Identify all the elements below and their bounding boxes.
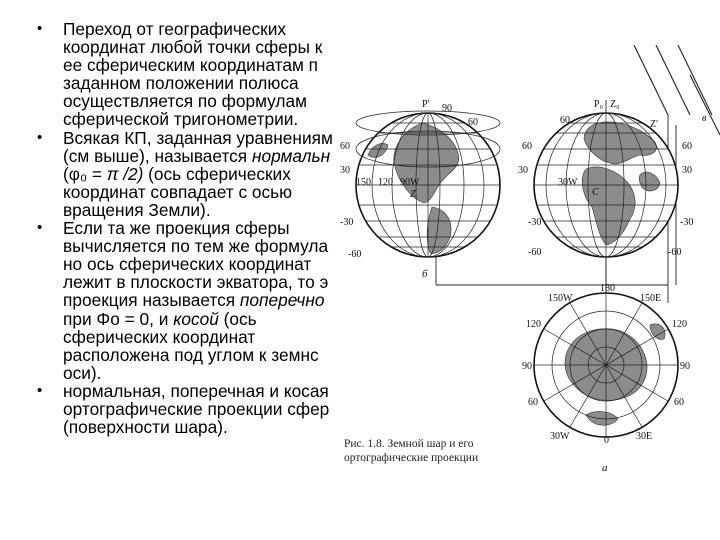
bullet-dot: •: [37, 20, 43, 37]
globe3-label-90-left: 90: [522, 361, 532, 372]
text-run: Всякая КП, заданная уравнениям (см выше), называется: [63, 127, 333, 166]
globe2-label-z0: Z₀: [610, 99, 620, 110]
globe1-label-90w: 90W: [400, 177, 420, 188]
bullet-dot: •: [37, 128, 43, 146]
globe3-label-150w: 150W: [548, 293, 573, 304]
text-run: (φ₀ =: [63, 163, 103, 184]
globe2-label-30w: 30W: [558, 177, 578, 188]
italic-term: косой: [173, 308, 219, 329]
globe3-label-90-right: 90: [680, 361, 690, 372]
bullet-text: [63, 129, 352, 219]
globe2-label-c: C: [592, 187, 599, 198]
text-run: Если та же проекция сферы вычисляется по тем же формула но ось сферических координат лежит в плоскости экватора, то э проекция называется: [63, 218, 329, 311]
globe1-label-60-left: 60: [340, 141, 350, 152]
globe1-label-30-left: 30: [340, 165, 350, 176]
globe2-label-m30-right: -30: [680, 217, 694, 228]
projection-rays: [634, 45, 720, 135]
italic-term: поперечно: [239, 290, 325, 311]
globe2-label-60-right: 60: [682, 141, 692, 152]
globe1-label-m60-left: -60: [348, 249, 362, 260]
globe2-label-30-left: 30: [518, 165, 528, 176]
text-run: (ось сферических координат расположена под углом к земнс оси).: [63, 308, 319, 383]
bullet-item: [32, 382, 352, 436]
bullet-item: [32, 20, 352, 129]
bullet-item: [32, 219, 352, 382]
globe2-label-p0: P₀: [594, 99, 604, 110]
globe3-label-30w: 30W: [550, 431, 570, 442]
globe3-label-60-right: 60: [674, 397, 684, 408]
text-run: нормальная, поперечная и косая ортографические проекции сфер (поверхности шара).: [63, 380, 330, 438]
figure-label-v: в: [702, 113, 707, 124]
globe1-label-p: P': [422, 99, 430, 110]
globe2-label-60-left: 60: [522, 141, 532, 152]
bullet-dot: •: [37, 219, 43, 237]
italic-term: π /2): [106, 163, 144, 184]
globe2-label-30-right: 30: [682, 165, 692, 176]
globe3-label-30e: 30E: [636, 431, 653, 442]
globe2-label-m60-right: -60: [668, 247, 682, 258]
figure-caption-line1: Рис. 1.8. Земной шар и его: [344, 438, 474, 450]
globe1-label-60-top: 60: [468, 117, 478, 128]
bullet-text: [63, 219, 352, 382]
globe1-label-90-top: 90: [442, 103, 452, 114]
figure-caption-line2: ортографические проекции: [344, 452, 479, 464]
globe1-label-120: 120: [378, 177, 393, 188]
globe3-label-150e: 150E: [640, 293, 662, 304]
text-run: при Φо = 0, и: [63, 308, 169, 329]
text-run: Переход от географических координат любой точки сферы к ее сферическим координатам п заданном положении полюса осуществляется по формулам сферической тригонометрии.: [63, 19, 323, 130]
globe1-label-z: Z: [410, 189, 416, 200]
figure-label-a: а: [602, 462, 608, 474]
globe3-label-60-left: 60: [528, 397, 538, 408]
bullet-text: [63, 20, 352, 129]
globe2-label-m60-left: -60: [528, 247, 542, 258]
bullet-item: [32, 129, 352, 219]
globe2-label-m30-left: -30: [528, 217, 542, 228]
globe2-label-60: 60: [560, 115, 570, 126]
globe3-label-120-left: 120: [526, 319, 541, 330]
globe3-label-180: 180: [600, 283, 615, 294]
globe2-label-zp: Z': [650, 119, 658, 130]
bullet-text: [63, 382, 352, 436]
text-run: (ось сферических координат совпадает с осью вращения Земли).: [63, 163, 293, 220]
globe3-label-120-right: 120: [672, 319, 687, 330]
globe3-label-0: 0: [604, 435, 609, 446]
globe-projections-figure: [338, 45, 720, 475]
globe1-label-150: 150: [356, 177, 371, 188]
figure-label-b: б: [422, 268, 428, 280]
italic-term: нормальн: [251, 145, 331, 166]
globe1-label-m30-left: -30: [340, 217, 354, 228]
bullet-dot: •: [37, 381, 43, 399]
globe-polar: [534, 293, 678, 437]
globe-transverse: [534, 113, 678, 257]
bullet-list: [32, 20, 352, 436]
